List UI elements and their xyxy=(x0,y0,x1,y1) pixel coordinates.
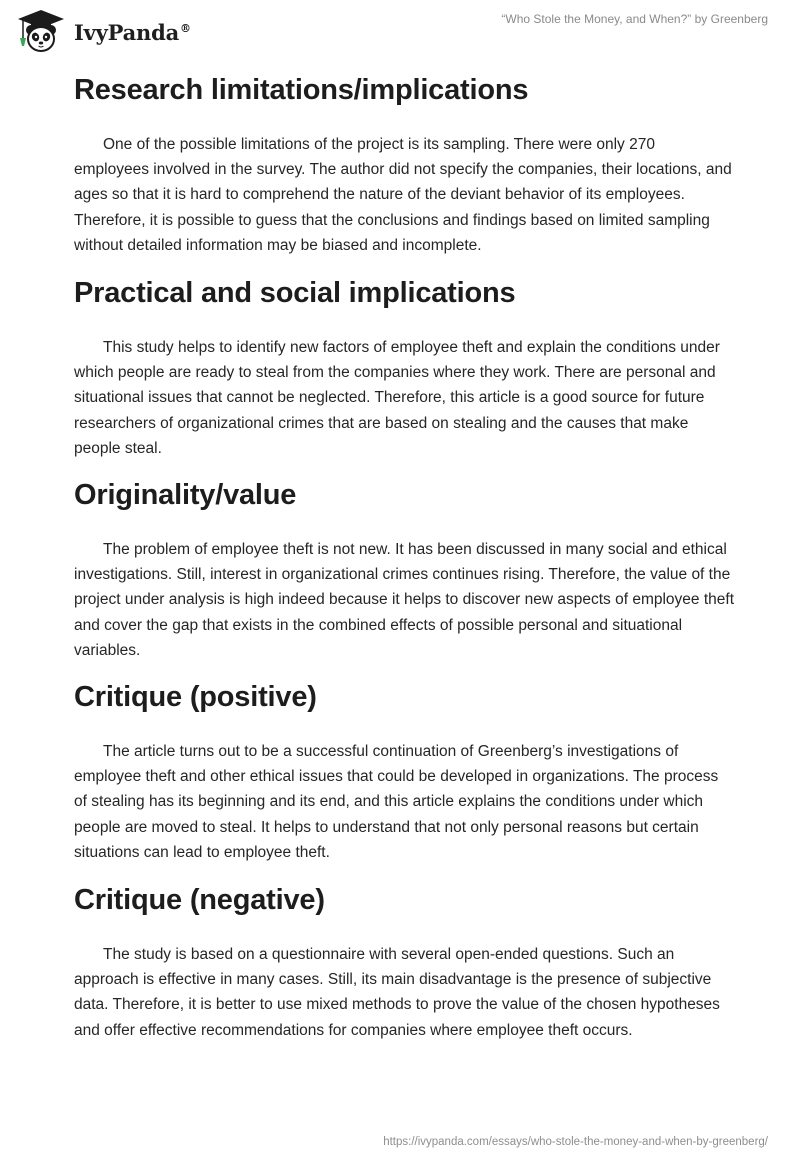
page-header xyxy=(0,0,800,62)
section-heading: Originality/value xyxy=(74,479,297,511)
brand-logo[interactable] xyxy=(14,8,191,54)
registered-mark: ® xyxy=(180,21,191,35)
section-research-limitations xyxy=(74,70,734,258)
section-paragraph: This study helps to identify new factors of employee theft and explain the conditions under which people are ready to steal from the companies where they work. There are personal and situational issues that cannot be neglected. Therefore, this article is a good source for future researchers of organizational crimes that are based on stealing and the causes that make people steal. xyxy=(74,339,720,457)
running-title: “Who Stole the Money, and When?” by Greenberg xyxy=(501,12,768,26)
brand-name: IvyPanda® xyxy=(74,19,191,45)
section-paragraph: The study is based on a questionnaire with several open-ended questions. Such an approach is effective in many cases. Still, its main disadvantage is the presence of subjective data. Therefore, it is better to use mixed methods to prove the value of the chosen hypotheses and offer effective recommendations for companies where employee theft occurs. xyxy=(74,946,720,1039)
section-heading: Practical and social implications xyxy=(74,277,516,309)
section-critique-positive xyxy=(74,677,734,865)
section-paragraph: The article turns out to be a successful continuation of Greenberg’s investigations of employee theft and other ethical issues that could be developed in organizations. The process of stealing has its beginning and its end, and this article explains the conditions under which people are moved to steal. It helps to understand that not only personal reasons but certain situations can lead to employee theft. xyxy=(74,743,719,861)
source-url-link[interactable]: https://ivypanda.com/essays/who-stole-the-money-and-when-by-greenberg/ xyxy=(383,1136,768,1148)
panda-graduate-icon xyxy=(14,8,68,54)
section-originality-value xyxy=(74,475,734,663)
section-critique-negative xyxy=(74,880,734,1043)
section-paragraph: The problem of employee theft is not new. It has been discussed in many social and ethical investigations. Still, interest in organizational crimes continues rising. Therefore, the value of the project under analysis is high indeed because it helps to discover new aspects of employee theft and cover the gap that exists in the combined effects of possible personal and situational variables. xyxy=(74,541,734,659)
section-practical-implications xyxy=(74,273,734,461)
section-paragraph: One of the possible limitations of the project is its sampling. There were only 270 employees involved in the survey. The author did not specify the companies, their locations, and ages so that it is hard to comprehend the nature of the deviant behavior of its employees. Therefore, it is possible to guess that the conclusions and findings based on limited sampling without detailed information may be biased and incomplete. xyxy=(74,136,732,254)
section-heading: Critique (positive) xyxy=(74,681,317,713)
section-heading: Research limitations/implications xyxy=(74,74,529,106)
section-heading: Critique (negative) xyxy=(74,884,325,916)
